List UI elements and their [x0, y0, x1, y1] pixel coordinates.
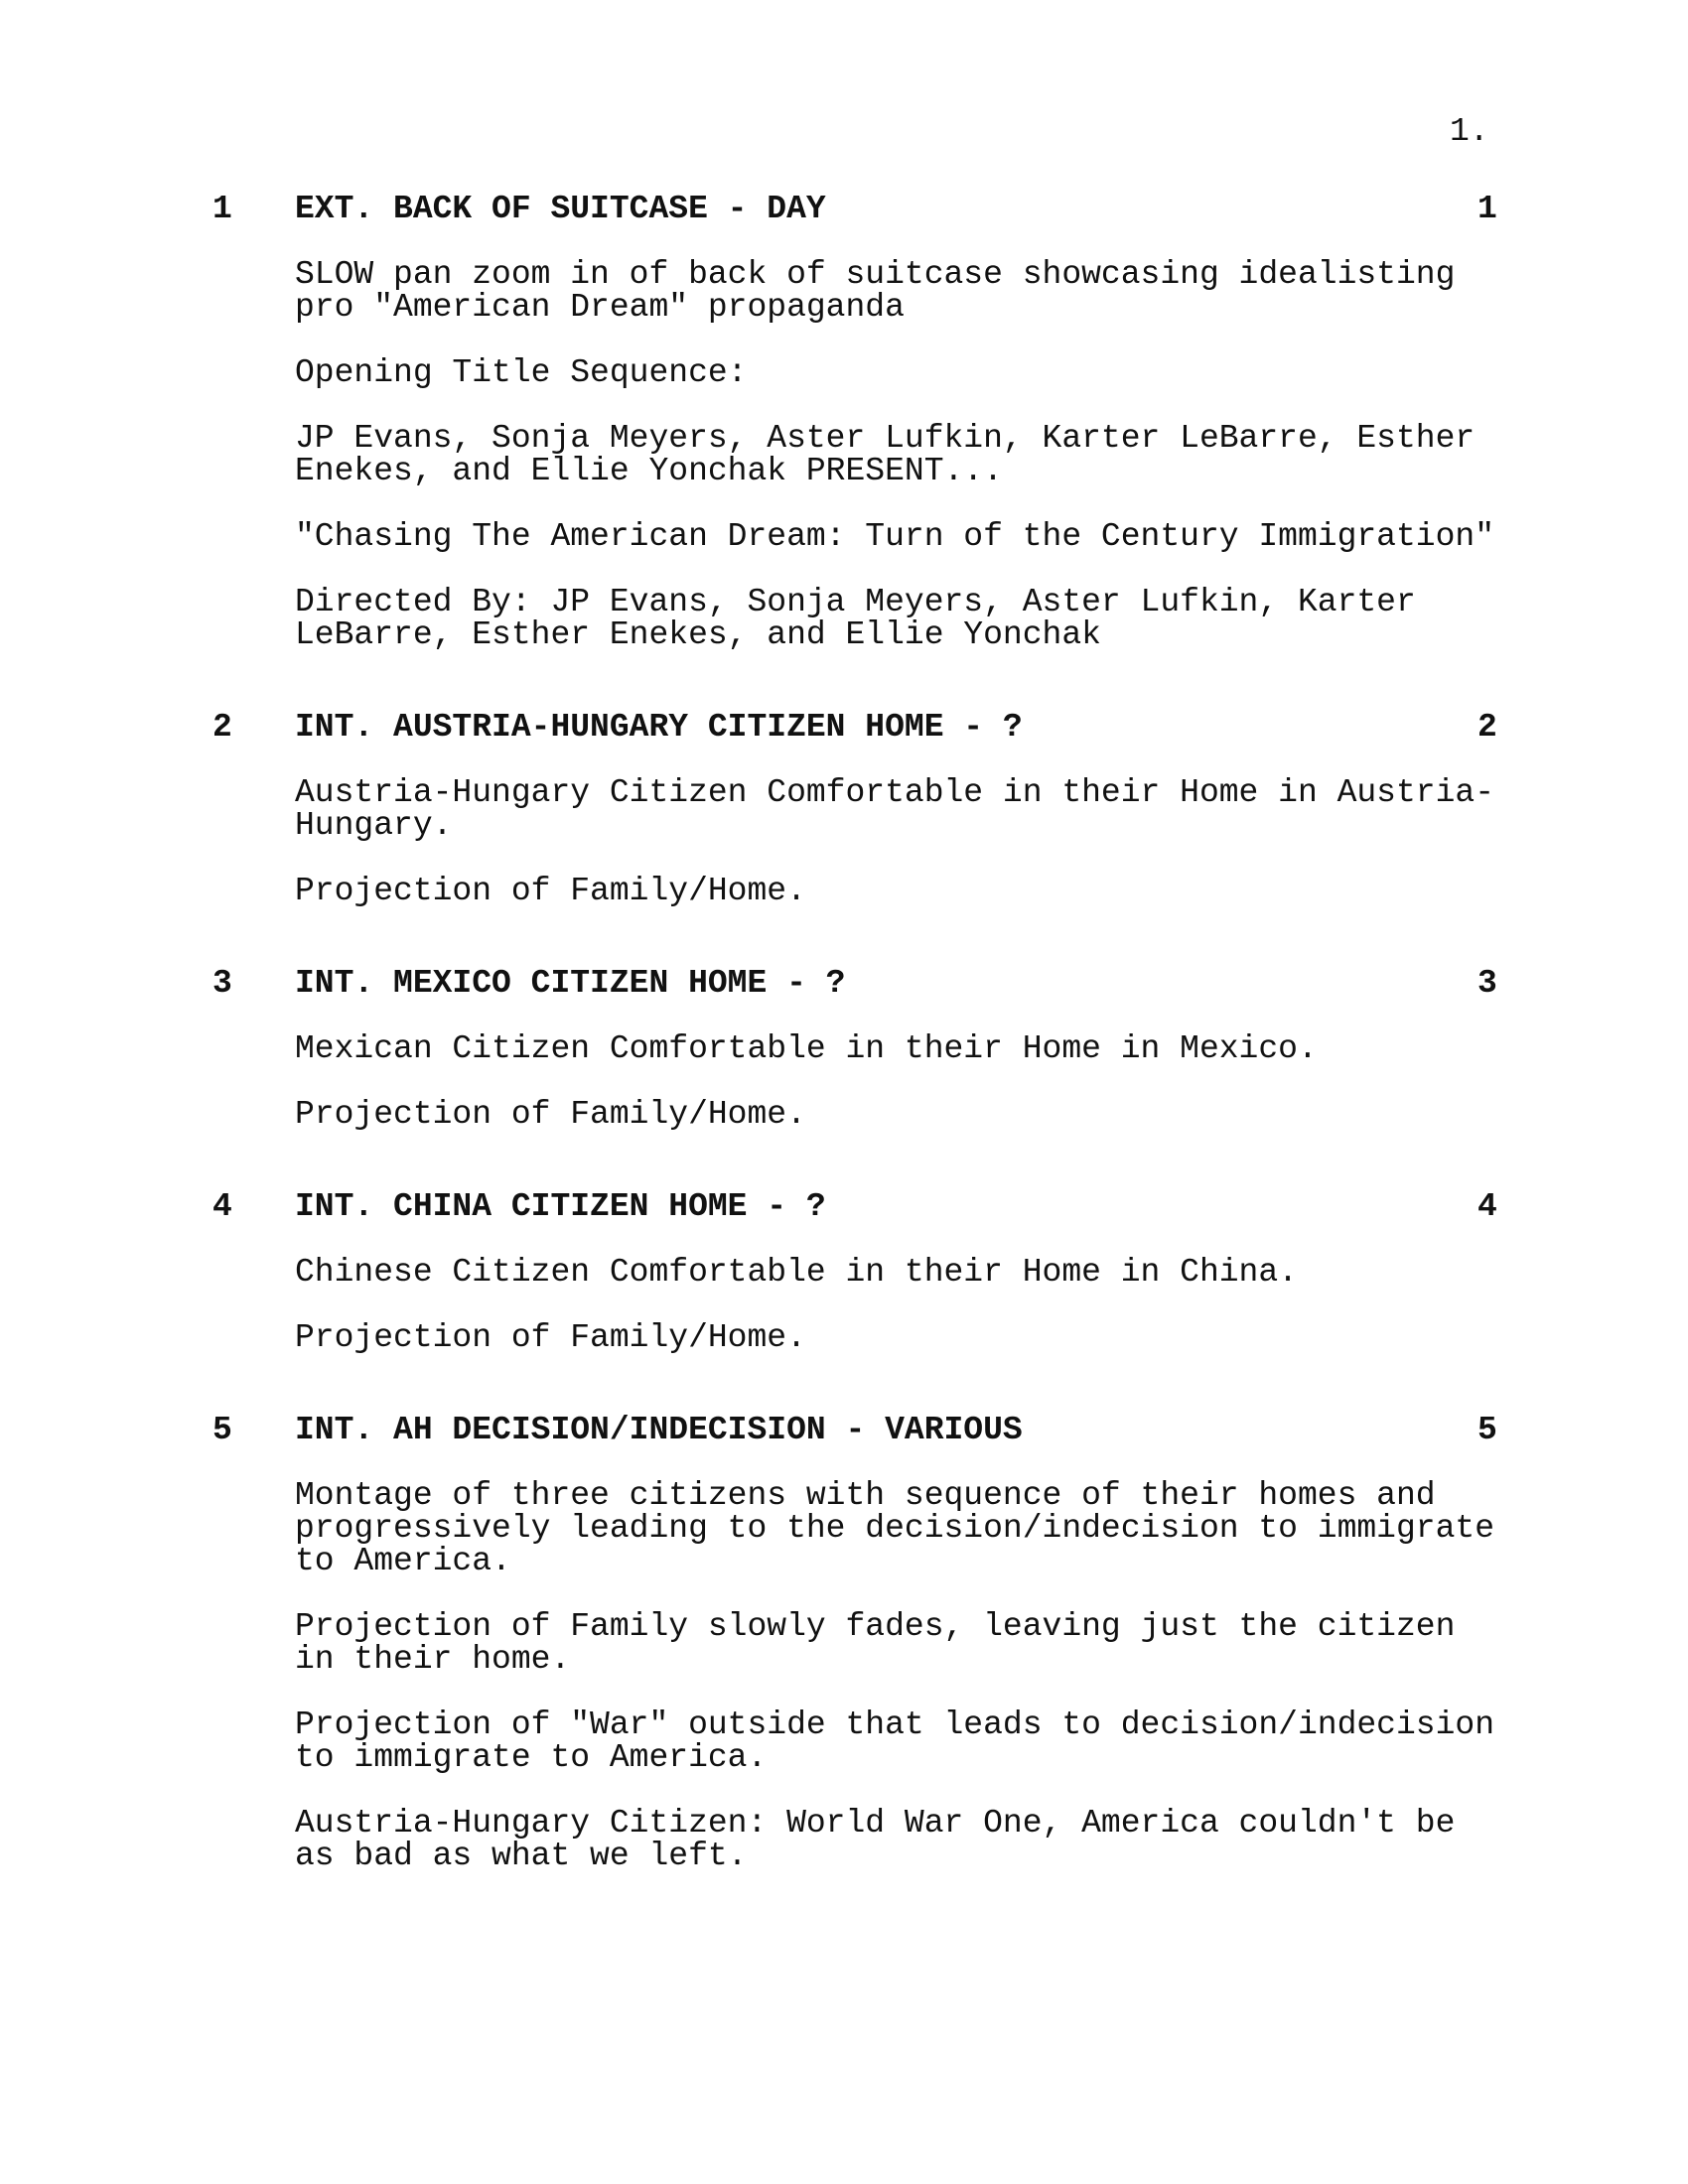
scene-number-right: 4: [1477, 1188, 1497, 1225]
action-line: Opening Title Sequence:: [295, 354, 748, 391]
scene-1: [0, 193, 1688, 651]
scene-number-left: 3: [212, 965, 232, 1002]
scene-heading: [0, 1414, 1688, 1446]
scene-number-right: 3: [1477, 965, 1497, 1002]
action-line: Chinese Citizen Comfortable in their Home in China.: [295, 1254, 1298, 1291]
scene-list: [0, 193, 1688, 1932]
scene-number-right: 1: [1477, 191, 1497, 227]
scene-3: [0, 967, 1688, 1131]
scene-number-right: 5: [1477, 1412, 1497, 1448]
scene-heading-text: INT. MEXICO CITIZEN HOME - ?: [295, 965, 846, 1002]
action-line: Projection of Family slowly fades, leaving just the citizen in their home.: [295, 1608, 1456, 1678]
action-line: Projection of Family/Home.: [295, 873, 806, 909]
action-line: SLOW pan zoom in of back of suitcase showcasing idealisting pro "American Dream" propaganda: [295, 256, 1456, 326]
scene-number-right: 2: [1477, 709, 1497, 746]
scene-heading-text: INT. CHINA CITIZEN HOME - ?: [295, 1188, 826, 1225]
scene-2: [0, 711, 1688, 907]
scene-number-left: 2: [212, 709, 232, 746]
action-line: Projection of Family/Home.: [295, 1096, 806, 1133]
scene-heading-text: INT. AH DECISION/INDECISION - VARIOUS: [295, 1412, 1023, 1448]
scene-number-left: 5: [212, 1412, 232, 1448]
action-line: Mexican Citizen Comfortable in their Home in Mexico.: [295, 1030, 1318, 1067]
action-line: Directed By: JP Evans, Sonja Meyers, Aster Lufkin, Karter LeBarre, Esther Enekes, and Ellie Yonchak: [295, 584, 1416, 653]
action-line: JP Evans, Sonja Meyers, Aster Lufkin, Karter LeBarre, Esther Enekes, and Ellie Yonchak PRESENT...: [295, 420, 1476, 489]
scene-heading: [0, 711, 1688, 744]
scene-heading-text: INT. AUSTRIA-HUNGARY CITIZEN HOME - ?: [295, 709, 1023, 746]
scene-number-left: 4: [212, 1188, 232, 1225]
scene-4: [0, 1190, 1688, 1354]
scene-5: [0, 1414, 1688, 1872]
action-line: Austria-Hungary Citizen Comfortable in their Home in Austria- Hungary.: [295, 774, 1494, 844]
page-number: 1.: [1450, 113, 1489, 150]
scene-heading: [0, 193, 1688, 225]
scene-heading: [0, 1190, 1688, 1223]
action-line: Projection of "War" outside that leads to decision/indecision to immigrate to America.: [295, 1706, 1494, 1776]
action-line: Austria-Hungary Citizen: World War One, America couldn't be as bad as what we left.: [295, 1805, 1456, 1874]
scene-heading-text: EXT. BACK OF SUITCASE - DAY: [295, 191, 826, 227]
action-line: "Chasing The American Dream: Turn of the Century Immigration": [295, 518, 1494, 555]
action-line: Montage of three citizens with sequence of their homes and progressively leading to the decision/indecision to immigrate to America.: [295, 1477, 1494, 1579]
scene-number-left: 1: [212, 191, 232, 227]
scene-heading: [0, 967, 1688, 1000]
action-line: Projection of Family/Home.: [295, 1319, 806, 1356]
